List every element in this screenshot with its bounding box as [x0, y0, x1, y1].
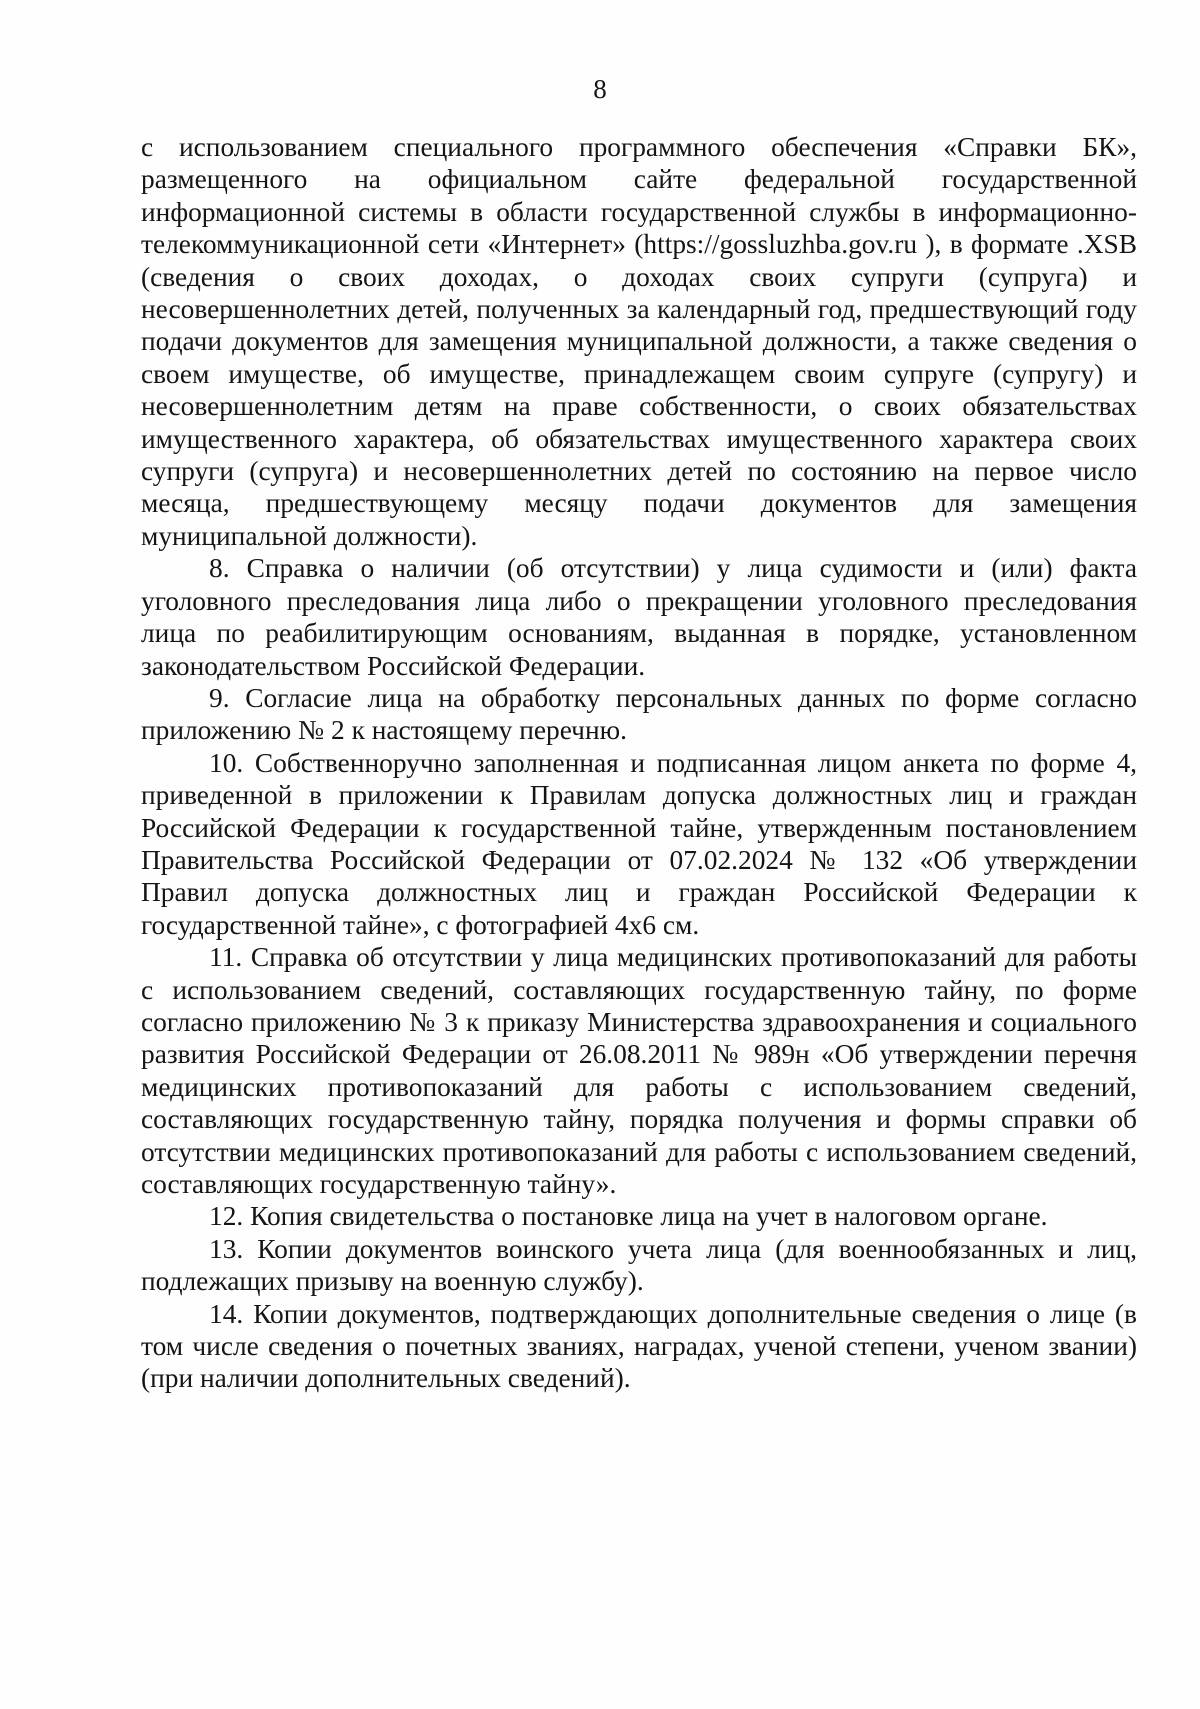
document-body — [141, 131, 1137, 1395]
page-number: 8 — [593, 74, 607, 104]
paragraph-item-7-continuation: с использованием специального программного обеспечения «Справки БК», размещенного на официальном сайте федеральной государственной информационной системы в области государственной службы в информационно-телекоммуникационной сети «Интернет» (https://gossluzhba.gov.ru ), в формате .XSB (сведения о своих доходах, о доходах своих супруги (супруга) и несовершеннолетних детей, полученных за календарный год, предшествующий году подачи документов для замещения муниципальной должности, а также сведения о своем имуществе, об имуществе, принадлежащем своим супруге (супругу) и несовершеннолетним детям на праве собственности, о своих обязательствах имущественного характера, об обязательствах имущественного характера своих супруги (супруга) и несовершеннолетних детей по состоянию на первое число месяца, предшествующему месяцу подачи документов для замещения муниципальной должности). — [141, 132, 1137, 551]
paragraph-item-14: 14. Копии документов, подтверждающих дополнительные сведения о лице (в том числе сведения о почетных званиях, наградах, ученой степени, ученом звании) (при наличии дополнительных сведений). — [141, 1298, 1137, 1394]
paragraph-item-13: 13. Копии документов воинского учета лица (для военнообязанных и лиц, подлежащих призыву на военную службу). — [141, 1233, 1137, 1297]
paragraph-item-10: 10. Собственноручно заполненная и подписанная лицом анкета по форме 4, приведенной в приложении к Правилам допуска должностных лиц и граждан Российской Федерации к государственной тайне, утвержденным постановлением Правительства Российской Федерации от 07.02.2024 № 132 «Об утверждении Правил допуска должностных лиц и граждан Российской Федерации к государственной тайне», с фотографией 4х6 см. — [141, 747, 1137, 940]
paragraph-item-12: 12. Копия свидетельства о постановке лица на учет в налоговом органе. — [209, 1201, 1048, 1232]
paragraph-item-9: 9. Согласие лица на обработку персональных данных по форме согласно приложению № 2 к настоящему перечню. — [141, 682, 1137, 746]
paragraph-item-11: 11. Справка об отсутствии у лица медицинских противопоказаний для работы с использованием сведений, составляющих государственную тайну, по форме согласно приложению № 3 к приказу Министерства здравоохранения и социального развития Российской Федерации от 26.08.2011 № 989н «Об утверждении перечня медицинских противопоказаний для работы с использованием сведений, составляющих государственную тайну, порядка получения и формы справки об отсутствии медицинских противопоказаний для работы с использованием сведений, составляющих государственную тайну». — [141, 942, 1137, 1199]
paragraph-item-8: 8. Справка о наличии (об отсутствии) у лица судимости и (или) факта уголовного преследования лица либо о прекращении уголовного преследования лица по реабилитирующим основаниям, выданная в порядке, установленном законодательством Российской Федерации. — [141, 553, 1137, 681]
